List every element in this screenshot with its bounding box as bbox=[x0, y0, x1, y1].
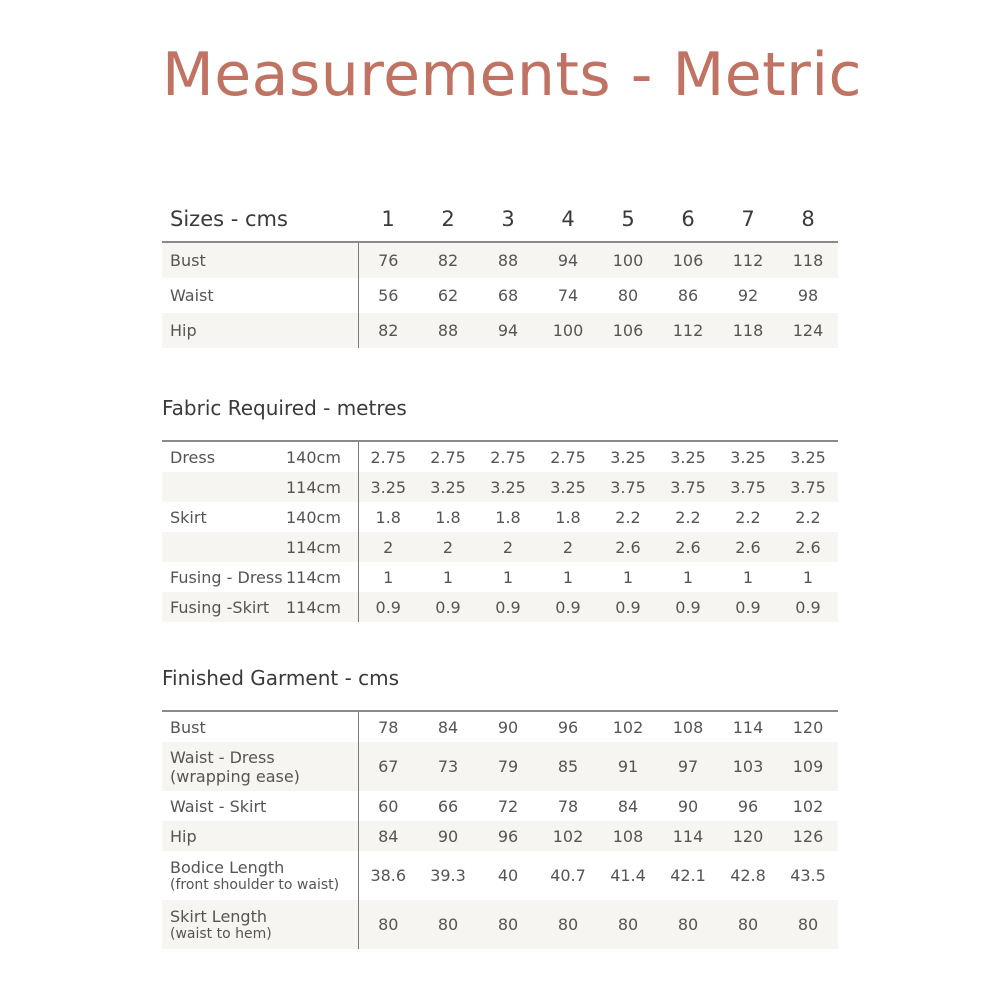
cell-value: 42.8 bbox=[730, 866, 766, 885]
cell-value: 3.25 bbox=[670, 447, 706, 467]
cell-value: 2.6 bbox=[598, 532, 658, 562]
cell-value: 78 bbox=[557, 796, 579, 816]
cell-value: 80 bbox=[718, 900, 778, 949]
cell-value: 56 bbox=[378, 286, 399, 305]
cell-value: 1 bbox=[622, 567, 634, 587]
cell-value: 103 bbox=[718, 742, 778, 791]
fabric-width: 114cm bbox=[286, 472, 358, 502]
table-row bbox=[162, 313, 838, 348]
row-label-main: Waist - Skirt bbox=[170, 796, 267, 816]
size-header: 7 bbox=[741, 207, 755, 231]
row-label: Hip bbox=[162, 313, 358, 348]
cell-value: 1 bbox=[502, 567, 514, 587]
table-row bbox=[162, 821, 838, 851]
sizes-header-row bbox=[162, 197, 838, 242]
row-label: Dress bbox=[170, 447, 216, 467]
cell-value: 109 bbox=[778, 742, 838, 791]
cell-value: 98 bbox=[797, 286, 819, 305]
row-label bbox=[162, 900, 358, 949]
cell-value: 84 bbox=[437, 717, 459, 737]
cell-value: 2.75 bbox=[550, 447, 586, 467]
cell-value: 0.9 bbox=[658, 592, 718, 622]
cell-value: 84 bbox=[617, 796, 639, 816]
table-row bbox=[162, 851, 838, 900]
fabric-width: 114cm bbox=[286, 532, 358, 562]
cell-value: 97 bbox=[658, 742, 718, 791]
finished-section-heading: Finished Garment - cms bbox=[162, 666, 400, 690]
cell-value: 3.25 bbox=[478, 472, 538, 502]
fabric-section-heading: Fabric Required - metres bbox=[162, 396, 407, 420]
cell-value: 39.3 bbox=[430, 866, 466, 885]
cell-value: 0.9 bbox=[358, 592, 418, 622]
cell-value: 88 bbox=[478, 242, 538, 278]
table-row bbox=[162, 532, 838, 562]
cell-value: 3.25 bbox=[610, 447, 646, 467]
cell-value: 3.75 bbox=[658, 472, 718, 502]
cell-value: 66 bbox=[437, 796, 459, 816]
cell-value: 2 bbox=[358, 532, 418, 562]
table-row bbox=[162, 278, 838, 313]
cell-value: 0.9 bbox=[778, 592, 838, 622]
cell-value: 108 bbox=[672, 717, 704, 737]
size-header: 4 bbox=[561, 207, 575, 231]
table-row bbox=[162, 441, 838, 472]
cell-value: 0.9 bbox=[718, 592, 778, 622]
cell-value: 2.75 bbox=[430, 447, 466, 467]
row-label bbox=[162, 791, 358, 821]
cell-value: 80 bbox=[658, 900, 718, 949]
cell-value: 100 bbox=[598, 242, 658, 278]
cell-value: 2 bbox=[418, 532, 478, 562]
cell-value: 94 bbox=[478, 313, 538, 348]
cell-value: 74 bbox=[557, 286, 579, 305]
size-header: 5 bbox=[621, 207, 635, 231]
fabric-required-table bbox=[162, 440, 838, 622]
row-label-main: Bust bbox=[170, 717, 206, 737]
row-label-main: Skirt Length bbox=[170, 907, 267, 926]
fabric-width: 114cm bbox=[286, 562, 358, 592]
cell-value: 1 bbox=[802, 567, 814, 587]
fabric-width: 140cm bbox=[286, 502, 358, 532]
cell-value: 3.25 bbox=[790, 447, 826, 467]
cell-value: 90 bbox=[497, 717, 519, 737]
table-row bbox=[162, 592, 838, 622]
cell-value: 3.25 bbox=[538, 472, 598, 502]
cell-value: 2.6 bbox=[718, 532, 778, 562]
cell-value: 67 bbox=[358, 742, 418, 791]
table-row bbox=[162, 742, 838, 791]
cell-value: 2.6 bbox=[778, 532, 838, 562]
cell-value: 2.75 bbox=[370, 447, 407, 467]
cell-value: 102 bbox=[538, 821, 598, 851]
cell-value: 2.6 bbox=[658, 532, 718, 562]
cell-value: 68 bbox=[497, 286, 519, 305]
cell-value: 43.5 bbox=[790, 866, 826, 885]
cell-value: 62 bbox=[437, 286, 459, 305]
cell-value: 3.25 bbox=[418, 472, 478, 502]
cell-value: 73 bbox=[418, 742, 478, 791]
row-label bbox=[162, 742, 358, 791]
cell-value: 2.75 bbox=[490, 447, 526, 467]
row-label: Skirt bbox=[170, 507, 207, 527]
size-header: 3 bbox=[501, 207, 515, 231]
cell-value: 90 bbox=[418, 821, 478, 851]
cell-value: 2 bbox=[478, 532, 538, 562]
cell-value: 2.2 bbox=[615, 507, 641, 527]
cell-value: 3.75 bbox=[598, 472, 658, 502]
cell-value: 1 bbox=[682, 567, 694, 587]
row-label bbox=[162, 532, 286, 562]
cell-value: 1 bbox=[742, 567, 754, 587]
cell-value: 112 bbox=[658, 313, 718, 348]
cell-value: 0.9 bbox=[418, 592, 478, 622]
row-label-main: Bodice Length bbox=[170, 858, 285, 877]
cell-value: 1.8 bbox=[435, 507, 461, 527]
sizes-header-label: Sizes - cms bbox=[170, 207, 288, 231]
cell-value: 80 bbox=[358, 900, 418, 949]
cell-value: 82 bbox=[358, 313, 418, 348]
size-header: 6 bbox=[681, 207, 695, 231]
table-row bbox=[162, 472, 838, 502]
cell-value: 0.9 bbox=[598, 592, 658, 622]
cell-value: 124 bbox=[778, 313, 838, 348]
row-label-note: (front shoulder to waist) bbox=[170, 877, 340, 893]
cell-value: 1 bbox=[562, 567, 574, 587]
cell-value: 91 bbox=[598, 742, 658, 791]
table-row bbox=[162, 711, 838, 742]
cell-value: 1.8 bbox=[555, 507, 581, 527]
cell-value: 40.7 bbox=[550, 866, 586, 885]
body-measurements-table bbox=[162, 197, 838, 348]
cell-value: 102 bbox=[612, 717, 644, 737]
row-label-main: Hip bbox=[170, 826, 197, 846]
table-row bbox=[162, 242, 838, 278]
row-label bbox=[162, 472, 286, 502]
cell-value: 3.25 bbox=[730, 447, 766, 467]
cell-value: 90 bbox=[677, 796, 699, 816]
row-label: Fusing - Dress bbox=[170, 567, 283, 587]
cell-value: 80 bbox=[598, 900, 658, 949]
cell-value: 106 bbox=[598, 313, 658, 348]
cell-value: 1.8 bbox=[495, 507, 521, 527]
cell-value: 118 bbox=[778, 242, 838, 278]
cell-value: 3.25 bbox=[358, 472, 418, 502]
cell-value: 96 bbox=[478, 821, 538, 851]
cell-value: 60 bbox=[378, 796, 399, 816]
fabric-width: 114cm bbox=[286, 592, 358, 622]
cell-value: 3.75 bbox=[718, 472, 778, 502]
cell-value: 0.9 bbox=[478, 592, 538, 622]
cell-value: 76 bbox=[358, 242, 418, 278]
cell-value: 126 bbox=[778, 821, 838, 851]
fabric-width: 140cm bbox=[286, 441, 358, 472]
cell-value: 1.8 bbox=[375, 507, 401, 527]
cell-value: 3.75 bbox=[778, 472, 838, 502]
cell-value: 79 bbox=[478, 742, 538, 791]
cell-value: 82 bbox=[418, 242, 478, 278]
row-label-main: Waist - Dress bbox=[170, 747, 275, 767]
cell-value: 38.6 bbox=[370, 866, 407, 885]
cell-value: 108 bbox=[598, 821, 658, 851]
cell-value: 84 bbox=[358, 821, 418, 851]
cell-value: 80 bbox=[478, 900, 538, 949]
table-row bbox=[162, 791, 838, 821]
cell-value: 72 bbox=[497, 796, 519, 816]
cell-value: 2.2 bbox=[735, 507, 761, 527]
cell-value: 80 bbox=[617, 286, 639, 305]
row-label: Bust bbox=[162, 242, 358, 278]
table-row bbox=[162, 502, 838, 532]
table-row bbox=[162, 900, 838, 949]
size-header: 1 bbox=[381, 207, 395, 231]
cell-value: 88 bbox=[418, 313, 478, 348]
cell-value: 85 bbox=[538, 742, 598, 791]
cell-value: 40 bbox=[497, 866, 519, 885]
finished-garment-table bbox=[162, 710, 838, 949]
cell-value: 2 bbox=[538, 532, 598, 562]
cell-value: 42.1 bbox=[670, 866, 706, 885]
cell-value: 2.2 bbox=[675, 507, 701, 527]
cell-value: 1 bbox=[383, 567, 394, 587]
cell-value: 2.2 bbox=[795, 507, 821, 527]
cell-value: 80 bbox=[778, 900, 838, 949]
row-label bbox=[162, 851, 358, 900]
cell-value: 80 bbox=[418, 900, 478, 949]
cell-value: 112 bbox=[718, 242, 778, 278]
cell-value: 86 bbox=[677, 286, 699, 305]
cell-value: 96 bbox=[557, 717, 579, 737]
cell-value: 92 bbox=[737, 286, 759, 305]
cell-value: 78 bbox=[378, 717, 399, 737]
cell-value: 96 bbox=[737, 796, 759, 816]
row-label-note: (waist to hem) bbox=[170, 926, 272, 942]
cell-value: 80 bbox=[538, 900, 598, 949]
cell-value: 1 bbox=[442, 567, 454, 587]
cell-value: 120 bbox=[792, 717, 824, 737]
cell-value: 118 bbox=[718, 313, 778, 348]
cell-value: 94 bbox=[538, 242, 598, 278]
cell-value: 100 bbox=[538, 313, 598, 348]
cell-value: 114 bbox=[658, 821, 718, 851]
cell-value: 106 bbox=[658, 242, 718, 278]
cell-value: 120 bbox=[718, 821, 778, 851]
cell-value: 41.4 bbox=[610, 866, 646, 885]
row-label-note: (wrapping ease) bbox=[170, 766, 300, 786]
size-header: 8 bbox=[801, 207, 815, 231]
row-label: Fusing -Skirt bbox=[162, 592, 286, 622]
row-label bbox=[162, 711, 358, 742]
size-header: 2 bbox=[441, 207, 455, 231]
page-title: Measurements - Metric bbox=[162, 40, 863, 110]
cell-value: 102 bbox=[792, 796, 824, 816]
cell-value: 114 bbox=[732, 717, 764, 737]
cell-value: 0.9 bbox=[538, 592, 598, 622]
table-row bbox=[162, 562, 838, 592]
row-label bbox=[162, 821, 358, 851]
row-label: Waist bbox=[162, 278, 358, 313]
